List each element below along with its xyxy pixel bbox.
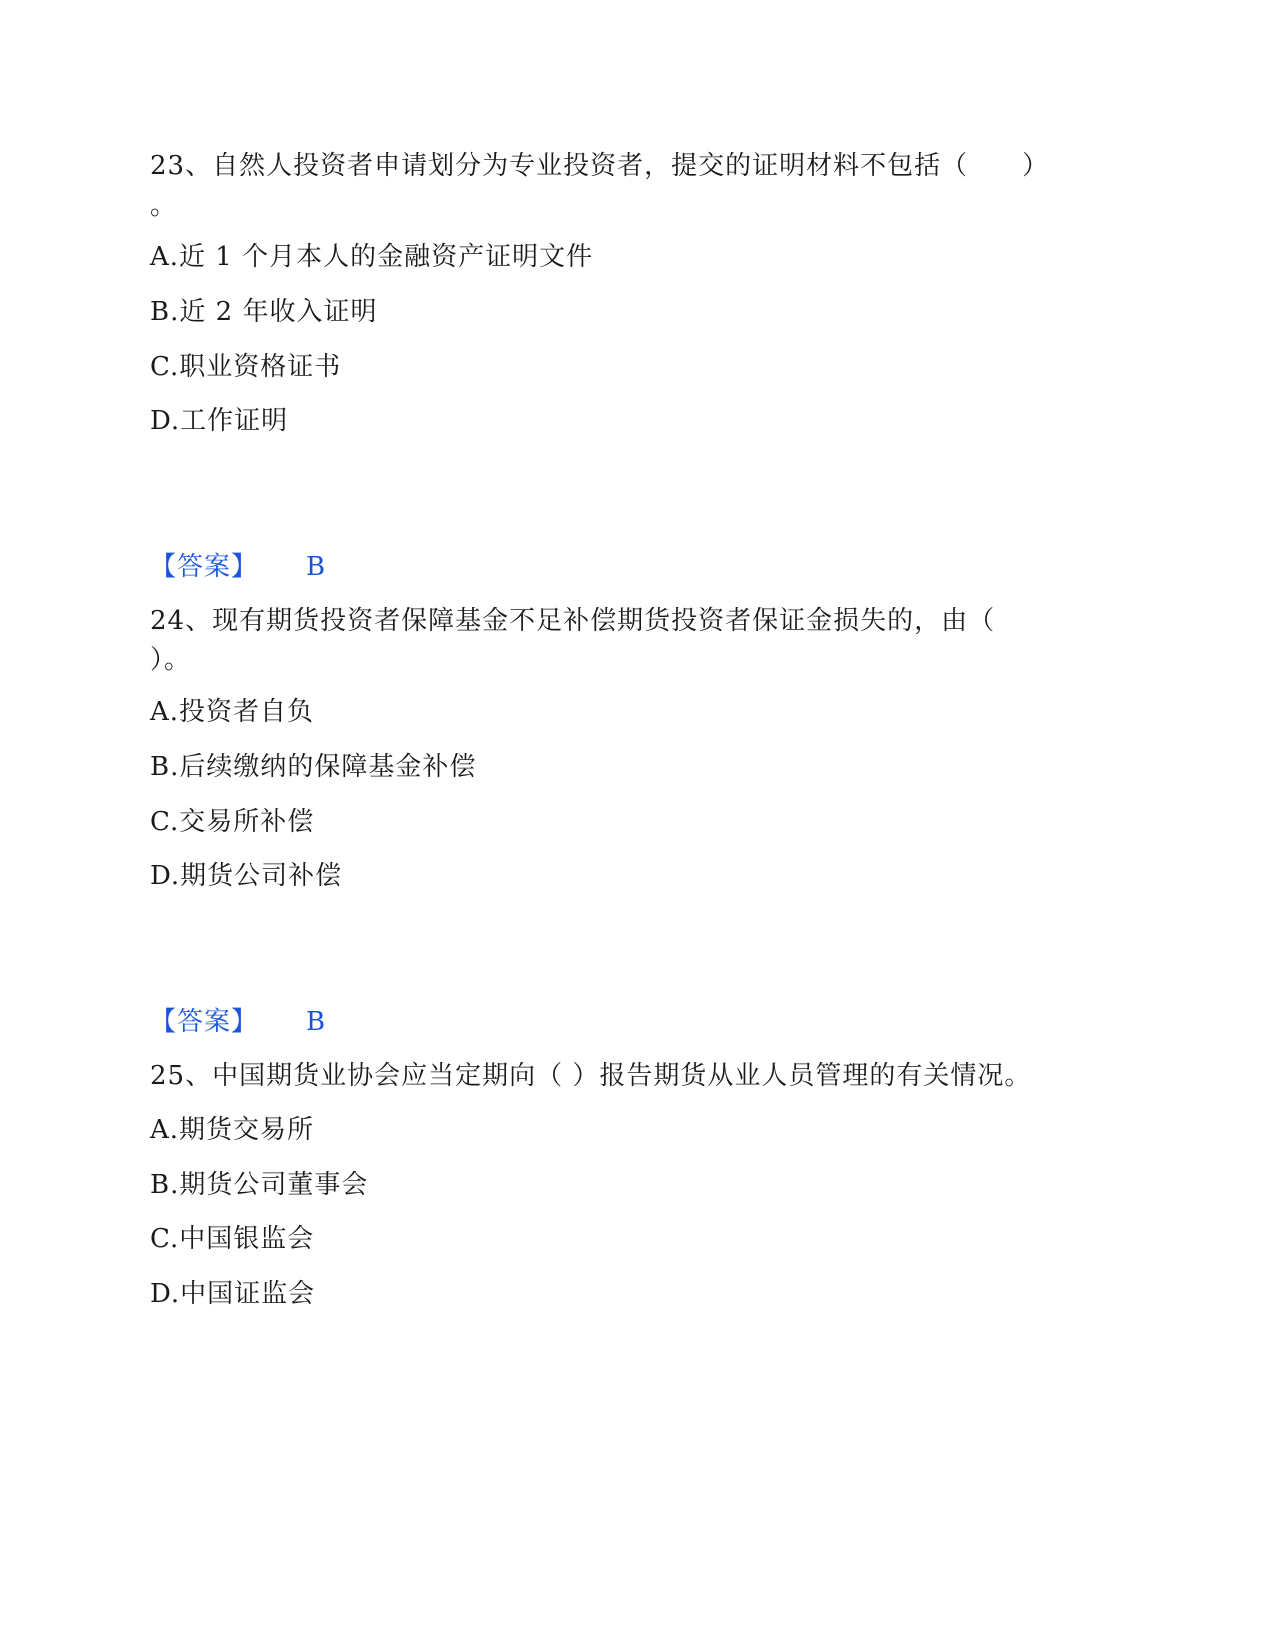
question-23-answer [150,550,326,584]
question-23-stem-continuation: 。 [150,191,178,221]
question-25-stem: 25、中国期货业协会应当定期向（ ）报告期货从业人员管理的有关情况。 [150,1061,1032,1091]
question-24-option-c: C.交易所补偿 [150,807,315,837]
answer-label: 【答案】 [150,552,259,582]
question-23-option-d: D.工作证明 [150,406,289,436]
question-24-stem-continuation: ）。 [150,645,192,675]
question-25-option-b: B.期货公司董事会 [150,1170,369,1200]
question-24-option-a: A.投资者自负 [150,697,315,727]
question-24-answer [150,1005,326,1039]
answer-value: B [306,552,327,582]
question-23-stem: 23、自然人投资者申请划分为专业投资者，提交的证明材料不包括（ ） [150,151,1050,181]
question-25-option-a: A.期货交易所 [150,1115,315,1145]
question-25-option-c: C.中国银监会 [150,1224,315,1254]
question-23-option-c: C.职业资格证书 [150,352,342,382]
answer-value: B [306,1007,327,1037]
question-24-option-d: D.期货公司补偿 [150,861,343,891]
question-24-option-b: B.后续缴纳的保障基金补偿 [150,752,477,782]
question-23-option-a: A.近 1 个月本人的金融资产证明文件 [150,242,594,272]
question-24-stem: 24、现有期货投资者保障基金不足补偿期货投资者保证金损失的，由（ [150,606,996,636]
answer-label: 【答案】 [150,1007,259,1037]
question-25-option-d: D.中国证监会 [150,1279,316,1309]
question-23-option-b: B.近 2 年收入证明 [150,297,378,327]
